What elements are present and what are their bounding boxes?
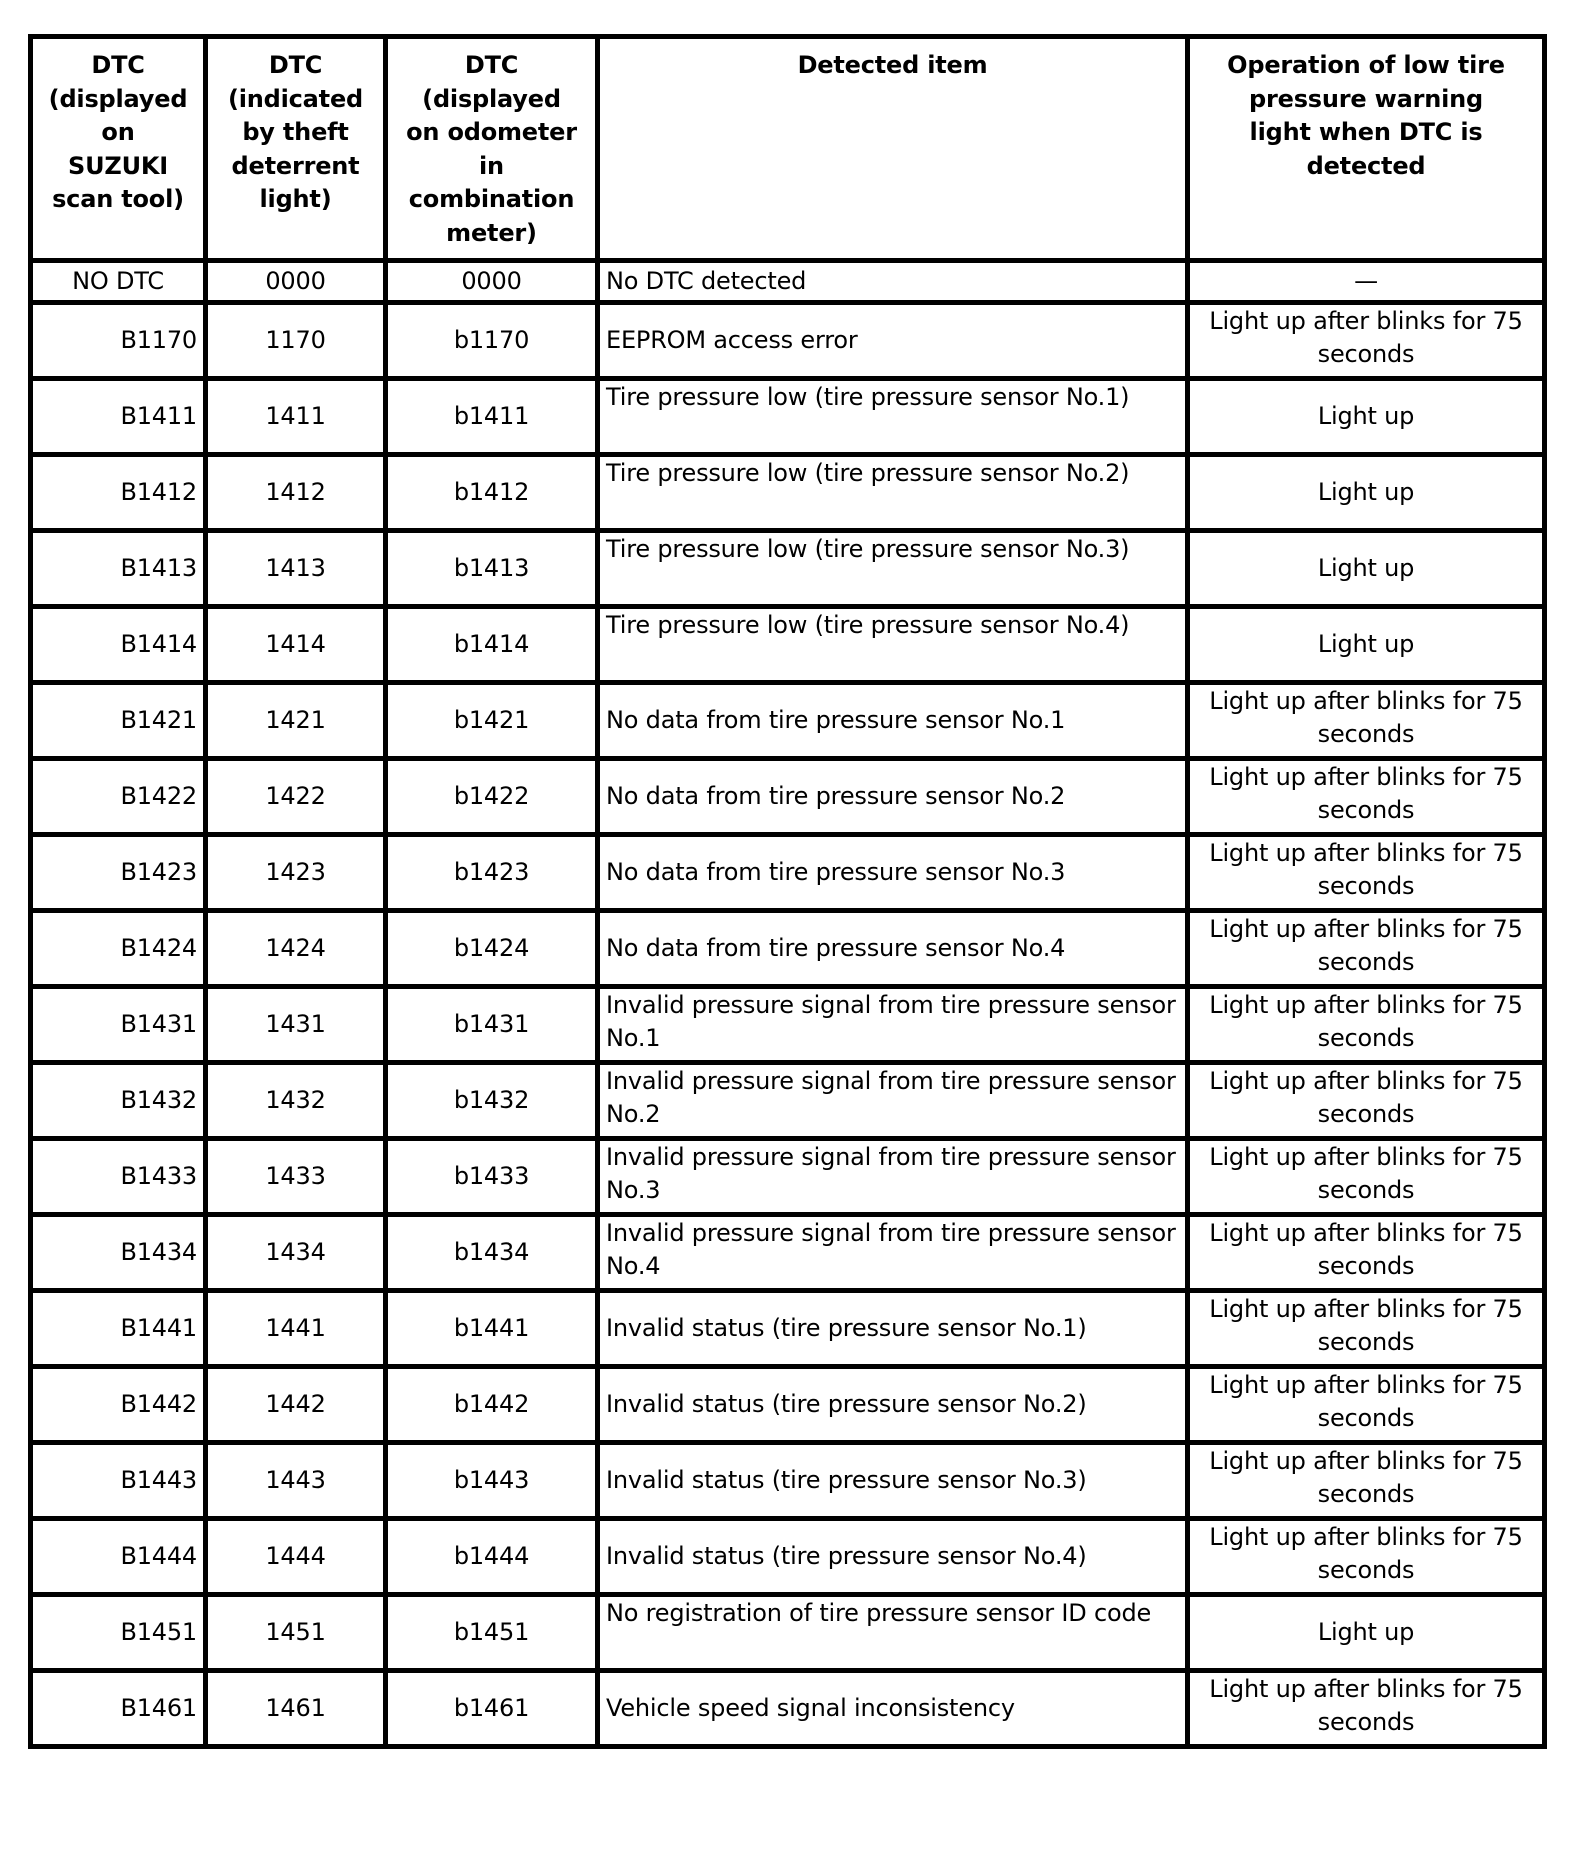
header-line: meter) <box>446 218 537 247</box>
table-row <box>31 835 1545 911</box>
header-line: (displayed <box>48 84 188 113</box>
detected-item-cell: No DTC detected <box>598 261 1188 303</box>
dtc-theft-light-cell: 0000 <box>206 261 386 303</box>
detected-item-cell: No data from tire pressure sensor No.2 <box>598 759 1188 835</box>
dtc-scan-tool-cell: B1412 <box>31 455 206 531</box>
header-line: light) <box>259 185 332 213</box>
dtc-scan-tool-cell: B1432 <box>31 1063 206 1139</box>
header-line: SUZUKI <box>68 151 168 180</box>
dtc-scan-tool-cell: B1414 <box>31 607 206 683</box>
dtc-scan-tool-cell: B1421 <box>31 683 206 759</box>
dtc-theft-light-cell: 1424 <box>206 911 386 987</box>
dtc-scan-tool-cell: B1411 <box>31 379 206 455</box>
dtc-odometer-cell: b1433 <box>386 1139 598 1215</box>
dtc-scan-tool-cell: B1444 <box>31 1519 206 1595</box>
warning-light-operation-cell: Light up <box>1188 1595 1545 1671</box>
dtc-odometer-cell: b1443 <box>386 1443 598 1519</box>
header-line: Operation of low tire <box>1227 51 1505 79</box>
dtc-scan-tool-cell: B1443 <box>31 1443 206 1519</box>
table-row <box>31 379 1545 455</box>
header-line: DTC <box>464 51 519 79</box>
detected-item-cell: Invalid pressure signal from tire pressure sensor No.3 <box>598 1139 1188 1215</box>
dtc-theft-light-cell: 1443 <box>206 1443 386 1519</box>
dtc-theft-light-cell: 1170 <box>206 303 386 379</box>
detected-item-cell: No data from tire pressure sensor No.3 <box>598 835 1188 911</box>
table-row <box>31 607 1545 683</box>
table-row <box>31 1367 1545 1443</box>
detected-item-cell: No data from tire pressure sensor No.4 <box>598 911 1188 987</box>
dtc-odometer-cell: b1421 <box>386 683 598 759</box>
table-row <box>31 261 1545 303</box>
dtc-odometer-cell: b1432 <box>386 1063 598 1139</box>
detected-item-cell: No data from tire pressure sensor No.1 <box>598 683 1188 759</box>
table-row <box>31 1291 1545 1367</box>
dtc-theft-light-cell: 1421 <box>206 683 386 759</box>
header-line: combination <box>408 185 575 213</box>
header-line: pressure warning <box>1249 84 1483 113</box>
dtc-scan-tool-cell: B1422 <box>31 759 206 835</box>
warning-light-operation-cell: Light up after blinks for 75 seconds <box>1188 1063 1545 1139</box>
table-row <box>31 1519 1545 1595</box>
header-line: in <box>479 151 504 180</box>
detected-item-cell: Tire pressure low (tire pressure sensor No.3) <box>598 531 1188 607</box>
dtc-odometer-cell: b1431 <box>386 987 598 1063</box>
header-line: detected <box>1306 151 1426 180</box>
dtc-scan-tool-cell: B1434 <box>31 1215 206 1291</box>
warning-light-operation-cell: Light up after blinks for 75 seconds <box>1188 683 1545 759</box>
table-row <box>31 987 1545 1063</box>
warning-light-operation-cell: — <box>1188 261 1545 303</box>
warning-light-operation-cell: Light up after blinks for 75 seconds <box>1188 1215 1545 1291</box>
dtc-theft-light-cell: 1422 <box>206 759 386 835</box>
dtc-odometer-cell: b1434 <box>386 1215 598 1291</box>
dtc-odometer-cell: b1422 <box>386 759 598 835</box>
dtc-odometer-cell: b1461 <box>386 1671 598 1747</box>
header-row <box>31 37 1545 261</box>
detected-item-cell: Invalid status (tire pressure sensor No.1) <box>598 1291 1188 1367</box>
header-line: light when DTC is <box>1249 118 1483 146</box>
detected-item-cell: Invalid pressure signal from tire pressure sensor No.2 <box>598 1063 1188 1139</box>
dtc-odometer-cell: b1444 <box>386 1519 598 1595</box>
warning-light-operation-cell: Light up after blinks for 75 seconds <box>1188 1519 1545 1595</box>
header-line: on <box>101 118 135 146</box>
dtc-scan-tool-cell: B1441 <box>31 1291 206 1367</box>
dtc-scan-tool-cell: B1431 <box>31 987 206 1063</box>
dtc-scan-tool-cell: B1423 <box>31 835 206 911</box>
table-row <box>31 303 1545 379</box>
dtc-theft-light-cell: 1442 <box>206 1367 386 1443</box>
detected-item-cell: Invalid pressure signal from tire pressure sensor No.4 <box>598 1215 1188 1291</box>
detected-item-cell: Invalid status (tire pressure sensor No.3) <box>598 1443 1188 1519</box>
header-line: Detected item <box>797 51 988 79</box>
table-row <box>31 455 1545 531</box>
table-row <box>31 1063 1545 1139</box>
table-row <box>31 1215 1545 1291</box>
warning-light-operation-cell: Light up <box>1188 531 1545 607</box>
dtc-theft-light-cell: 1432 <box>206 1063 386 1139</box>
table-row <box>31 1139 1545 1215</box>
warning-light-operation-cell: Light up after blinks for 75 seconds <box>1188 1291 1545 1367</box>
warning-light-operation-cell: Light up after blinks for 75 seconds <box>1188 303 1545 379</box>
table-row <box>31 1595 1545 1671</box>
dtc-theft-light-cell: 1461 <box>206 1671 386 1747</box>
dtc-scan-tool-cell: NO DTC <box>31 261 206 303</box>
dtc-scan-tool-cell: B1424 <box>31 911 206 987</box>
dtc-theft-light-cell: 1431 <box>206 987 386 1063</box>
header-line: DTC <box>91 51 145 79</box>
dtc-theft-light-cell: 1411 <box>206 379 386 455</box>
dtc-odometer-cell: b1411 <box>386 379 598 455</box>
dtc-odometer-cell: b1442 <box>386 1367 598 1443</box>
dtc-theft-light-cell: 1433 <box>206 1139 386 1215</box>
detected-item-cell: Invalid status (tire pressure sensor No.2) <box>598 1367 1188 1443</box>
header-line: scan tool) <box>52 185 184 213</box>
warning-light-operation-cell: Light up after blinks for 75 seconds <box>1188 1671 1545 1747</box>
warning-light-operation-cell: Light up <box>1188 455 1545 531</box>
detected-item-cell: Tire pressure low (tire pressure sensor No.2) <box>598 455 1188 531</box>
table-row <box>31 531 1545 607</box>
dtc-scan-tool-cell: B1170 <box>31 303 206 379</box>
header-theft-light-dtc <box>206 37 386 261</box>
dtc-scan-tool-cell: B1442 <box>31 1367 206 1443</box>
table-row <box>31 1671 1545 1747</box>
table-row <box>31 911 1545 987</box>
dtc-odometer-cell: b1412 <box>386 455 598 531</box>
table-row <box>31 683 1545 759</box>
header-detected-item <box>598 37 1188 261</box>
detected-item-cell: Tire pressure low (tire pressure sensor No.4) <box>598 607 1188 683</box>
dtc-odometer-cell: b1413 <box>386 531 598 607</box>
header-line: (indicated <box>227 84 364 113</box>
detected-item-cell: Invalid pressure signal from tire pressure sensor No.1 <box>598 987 1188 1063</box>
detected-item-cell: No registration of tire pressure sensor ID code <box>598 1595 1188 1671</box>
dtc-theft-light-cell: 1434 <box>206 1215 386 1291</box>
dtc-scan-tool-cell: B1433 <box>31 1139 206 1215</box>
header-warning-light-operation <box>1188 37 1545 261</box>
table-row <box>31 759 1545 835</box>
warning-light-operation-cell: Light up <box>1188 379 1545 455</box>
dtc-odometer-cell: b1424 <box>386 911 598 987</box>
header-odometer-dtc <box>386 37 598 261</box>
dtc-odometer-cell: b1414 <box>386 607 598 683</box>
dtc-odometer-cell: b1441 <box>386 1291 598 1367</box>
dtc-table <box>28 34 1547 1749</box>
table-row <box>31 1443 1545 1519</box>
warning-light-operation-cell: Light up after blinks for 75 seconds <box>1188 835 1545 911</box>
header-line: on odometer <box>406 118 577 146</box>
header-line: deterrent <box>231 151 360 180</box>
dtc-theft-light-cell: 1414 <box>206 607 386 683</box>
header-scan-tool-dtc <box>31 37 206 261</box>
detected-item-cell: Vehicle speed signal inconsistency <box>598 1671 1188 1747</box>
warning-light-operation-cell: Light up after blinks for 75 seconds <box>1188 1367 1545 1443</box>
dtc-scan-tool-cell: B1413 <box>31 531 206 607</box>
detected-item-cell: EEPROM access error <box>598 303 1188 379</box>
warning-light-operation-cell: Light up after blinks for 75 seconds <box>1188 987 1545 1063</box>
detected-item-cell: Tire pressure low (tire pressure sensor No.1) <box>598 379 1188 455</box>
dtc-odometer-cell: b1423 <box>386 835 598 911</box>
dtc-theft-light-cell: 1413 <box>206 531 386 607</box>
header-line: by theft <box>242 118 349 146</box>
detected-item-cell: Invalid status (tire pressure sensor No.4) <box>598 1519 1188 1595</box>
dtc-scan-tool-cell: B1461 <box>31 1671 206 1747</box>
dtc-theft-light-cell: 1441 <box>206 1291 386 1367</box>
dtc-odometer-cell: b1170 <box>386 303 598 379</box>
warning-light-operation-cell: Light up after blinks for 75 seconds <box>1188 759 1545 835</box>
dtc-theft-light-cell: 1412 <box>206 455 386 531</box>
dtc-odometer-cell: b1451 <box>386 1595 598 1671</box>
header-line: DTC <box>268 51 323 79</box>
dtc-theft-light-cell: 1423 <box>206 835 386 911</box>
dtc-odometer-cell: 0000 <box>386 261 598 303</box>
warning-light-operation-cell: Light up after blinks for 75 seconds <box>1188 911 1545 987</box>
warning-light-operation-cell: Light up after blinks for 75 seconds <box>1188 1443 1545 1519</box>
dtc-scan-tool-cell: B1451 <box>31 1595 206 1671</box>
warning-light-operation-cell: Light up after blinks for 75 seconds <box>1188 1139 1545 1215</box>
warning-light-operation-cell: Light up <box>1188 607 1545 683</box>
dtc-theft-light-cell: 1451 <box>206 1595 386 1671</box>
header-line: (displayed <box>422 84 561 113</box>
dtc-theft-light-cell: 1444 <box>206 1519 386 1595</box>
